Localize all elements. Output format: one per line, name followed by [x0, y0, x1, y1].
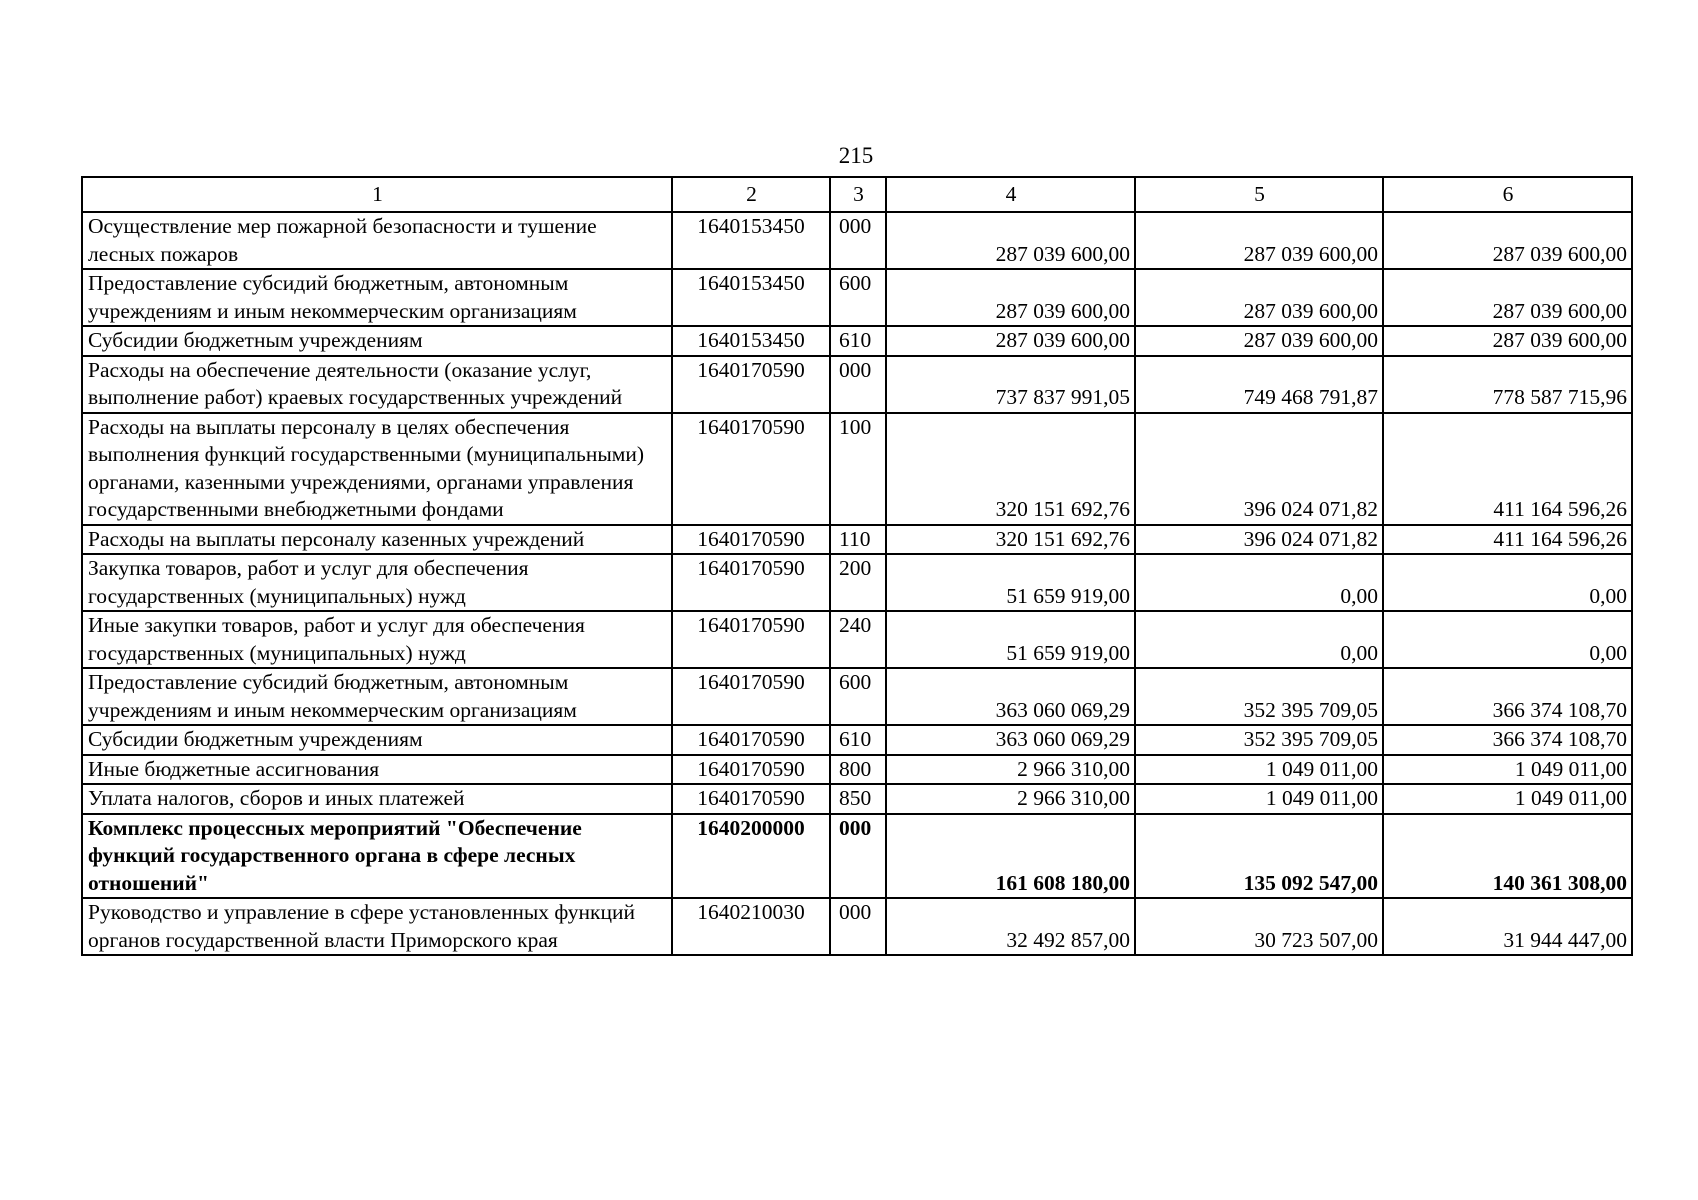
table-row — [82, 814, 1632, 899]
row-code-cell: 1640170590 — [672, 755, 830, 785]
row-amount-col4-cell: 51 659 919,00 — [886, 611, 1135, 668]
header-cell-6: 6 — [1383, 177, 1632, 212]
row-amount-col4-cell: 2 966 310,00 — [886, 755, 1135, 785]
table-row — [82, 725, 1632, 755]
row-amount-col4-cell: 51 659 919,00 — [886, 554, 1135, 611]
header-cell-2: 2 — [672, 177, 830, 212]
row-code-cell: 1640153450 — [672, 326, 830, 356]
table-row — [82, 356, 1632, 413]
row-expense-type-cell: 610 — [830, 326, 886, 356]
row-amount-col6-cell: 287 039 600,00 — [1383, 326, 1632, 356]
row-amount-col6-cell: 0,00 — [1383, 611, 1632, 668]
table-row — [82, 668, 1632, 725]
row-expense-type-cell: 000 — [830, 212, 886, 269]
row-amount-col5-cell: 135 092 547,00 — [1135, 814, 1383, 899]
row-code-cell: 1640170590 — [672, 784, 830, 814]
row-name-cell: Расходы на выплаты персоналу казенных учреждений — [82, 525, 672, 555]
row-amount-col5-cell: 287 039 600,00 — [1135, 326, 1383, 356]
row-amount-col6-cell: 287 039 600,00 — [1383, 212, 1632, 269]
row-code-cell: 1640153450 — [672, 269, 830, 326]
row-name-cell: Субсидии бюджетным учреждениям — [82, 725, 672, 755]
row-amount-col6-cell: 140 361 308,00 — [1383, 814, 1632, 899]
row-name-cell: Предоставление субсидий бюджетным, автономным учреждениям и иным некоммерческим организациям — [82, 269, 672, 326]
row-amount-col6-cell: 31 944 447,00 — [1383, 898, 1632, 955]
row-amount-col4-cell: 320 151 692,76 — [886, 525, 1135, 555]
row-amount-col4-cell: 287 039 600,00 — [886, 326, 1135, 356]
row-amount-col5-cell: 352 395 709,05 — [1135, 725, 1383, 755]
row-amount-col6-cell: 366 374 108,70 — [1383, 668, 1632, 725]
row-expense-type-cell: 610 — [830, 725, 886, 755]
header-cell-4: 4 — [886, 177, 1135, 212]
row-name-cell: Расходы на обеспечение деятельности (оказание услуг, выполнение работ) краевых государственных учреждений — [82, 356, 672, 413]
row-amount-col5-cell: 749 468 791,87 — [1135, 356, 1383, 413]
row-code-cell: 1640170590 — [672, 356, 830, 413]
row-amount-col6-cell: 1 049 011,00 — [1383, 755, 1632, 785]
row-code-cell: 1640210030 — [672, 898, 830, 955]
row-expense-type-cell: 600 — [830, 668, 886, 725]
row-name-cell: Иные закупки товаров, работ и услуг для обеспечения государственных (муниципальных) нужд — [82, 611, 672, 668]
row-amount-col4-cell: 287 039 600,00 — [886, 269, 1135, 326]
row-amount-col4-cell: 287 039 600,00 — [886, 212, 1135, 269]
row-name-cell: Уплата налогов, сборов и иных платежей — [82, 784, 672, 814]
row-name-cell: Расходы на выплаты персоналу в целях обеспечения выполнения функций государственными (муниципальными) органами, казенными учреждениями, органами управления государственными внебюджетными фондами — [82, 413, 672, 525]
row-code-cell: 1640170590 — [672, 611, 830, 668]
row-amount-col5-cell: 287 039 600,00 — [1135, 212, 1383, 269]
row-amount-col4-cell: 32 492 857,00 — [886, 898, 1135, 955]
row-code-cell: 1640200000 — [672, 814, 830, 899]
table-row — [82, 525, 1632, 555]
row-amount-col5-cell: 1 049 011,00 — [1135, 784, 1383, 814]
table-row — [82, 784, 1632, 814]
row-expense-type-cell: 110 — [830, 525, 886, 555]
table-row — [82, 554, 1632, 611]
row-amount-col5-cell: 30 723 507,00 — [1135, 898, 1383, 955]
row-amount-col5-cell: 396 024 071,82 — [1135, 413, 1383, 525]
row-amount-col4-cell: 2 966 310,00 — [886, 784, 1135, 814]
row-amount-col6-cell: 411 164 596,26 — [1383, 413, 1632, 525]
row-code-cell: 1640153450 — [672, 212, 830, 269]
row-amount-col6-cell: 778 587 715,96 — [1383, 356, 1632, 413]
row-name-cell: Руководство и управление в сфере установленных функций органов государственной власти Приморского края — [82, 898, 672, 955]
row-amount-col5-cell: 1 049 011,00 — [1135, 755, 1383, 785]
row-expense-type-cell: 600 — [830, 269, 886, 326]
header-cell-1: 1 — [82, 177, 672, 212]
row-amount-col4-cell: 161 608 180,00 — [886, 814, 1135, 899]
row-expense-type-cell: 000 — [830, 898, 886, 955]
row-name-cell: Иные бюджетные ассигнования — [82, 755, 672, 785]
row-name-cell: Закупка товаров, работ и услуг для обеспечения государственных (муниципальных) нужд — [82, 554, 672, 611]
page-number: 215 — [838, 143, 874, 168]
row-expense-type-cell: 000 — [830, 814, 886, 899]
row-code-cell: 1640170590 — [672, 525, 830, 555]
row-amount-col5-cell: 0,00 — [1135, 554, 1383, 611]
row-expense-type-cell: 850 — [830, 784, 886, 814]
row-expense-type-cell: 000 — [830, 356, 886, 413]
table-row — [82, 326, 1632, 356]
row-amount-col6-cell: 366 374 108,70 — [1383, 725, 1632, 755]
row-amount-col6-cell: 287 039 600,00 — [1383, 269, 1632, 326]
row-name-cell: Предоставление субсидий бюджетным, автономным учреждениям и иным некоммерческим организациям — [82, 668, 672, 725]
row-expense-type-cell: 240 — [830, 611, 886, 668]
row-amount-col4-cell: 363 060 069,29 — [886, 725, 1135, 755]
row-amount-col5-cell: 0,00 — [1135, 611, 1383, 668]
row-name-cell: Субсидии бюджетным учреждениям — [82, 326, 672, 356]
row-amount-col4-cell: 320 151 692,76 — [886, 413, 1135, 525]
row-name-cell: Осуществление мер пожарной безопасности и тушение лесных пожаров — [82, 212, 672, 269]
header-cell-3: 3 — [830, 177, 886, 212]
table-row — [82, 212, 1632, 269]
table-row — [82, 413, 1632, 525]
row-amount-col6-cell: 0,00 — [1383, 554, 1632, 611]
row-amount-col5-cell: 352 395 709,05 — [1135, 668, 1383, 725]
header-row — [82, 177, 1632, 212]
table-row — [82, 755, 1632, 785]
row-expense-type-cell: 800 — [830, 755, 886, 785]
row-amount-col6-cell: 411 164 596,26 — [1383, 525, 1632, 555]
row-name-cell: Комплекс процессных мероприятий "Обеспечение функций государственного органа в сфере лесных отношений" — [82, 814, 672, 899]
header-cell-5: 5 — [1135, 177, 1383, 212]
table-row — [82, 269, 1632, 326]
row-code-cell: 1640170590 — [672, 554, 830, 611]
row-amount-col6-cell: 1 049 011,00 — [1383, 784, 1632, 814]
row-code-cell: 1640170590 — [672, 668, 830, 725]
table-body — [82, 212, 1632, 955]
row-amount-col4-cell: 363 060 069,29 — [886, 668, 1135, 725]
table-row — [82, 611, 1632, 668]
row-expense-type-cell: 100 — [830, 413, 886, 525]
row-code-cell: 1640170590 — [672, 413, 830, 525]
row-amount-col5-cell: 287 039 600,00 — [1135, 269, 1383, 326]
row-code-cell: 1640170590 — [672, 725, 830, 755]
row-amount-col5-cell: 396 024 071,82 — [1135, 525, 1383, 555]
row-expense-type-cell: 200 — [830, 554, 886, 611]
budget-table — [81, 176, 1633, 956]
table-row — [82, 898, 1632, 955]
row-amount-col4-cell: 737 837 991,05 — [886, 356, 1135, 413]
